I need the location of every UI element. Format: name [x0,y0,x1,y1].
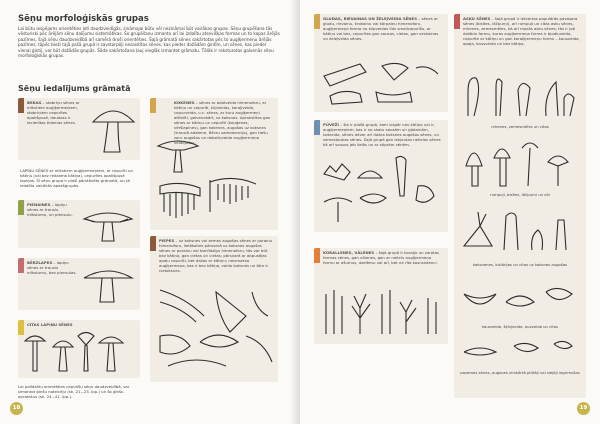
berzlapes-card [18,258,140,310]
caption-wood: koksnenes, kislārijas un citas uz koksnes augošas [472,262,568,267]
tooth-fungus-illustration [156,182,206,224]
caption-truffles: pazemes sēnes, augsnes virskārtā plūtāļi vai slejāji iegrimušas [460,370,580,375]
gludas-text [323,16,443,41]
color-tag [314,248,320,263]
crust-fungi-illustration [320,58,444,108]
pipes-desc: – uz koksnes vai zemes augošas sēnes ar porainu himenoforu, lielākoties pārsvarā uz koksnes augošas sēnes ar porainu vai tamlīdzīgu himenoforu, tās var būt bez kātiņa, gan cietas un cietas; pārsvarā ar abpusējas apaļu cepurīti, bet dažas ar kātiņu; neizmaksa augļķermeņa, kas ir bez kātiņa, veido koksnes un tām ir cietoksnes. [159,238,273,273]
pienaines-card [18,200,140,248]
koralleni-card [314,248,448,344]
milkcap-illustration [80,205,135,245]
bekas-name: BEKAS [27,100,42,105]
color-tag [18,200,24,215]
spine-fungus-illustration [208,176,268,216]
pipes-card [150,236,278,382]
color-tag [454,14,460,29]
bekas-desc: – stobriņu sēnes ar mīkstiem augļķermeņiem, stobriņiem cepurītes apakšpusē, daudzas ir iecienītas ēdamas sēnes. [27,100,80,125]
color-tag [18,258,24,273]
bekas-text [27,100,85,125]
asku-text [463,16,581,46]
koralleni-desc: – šajā grupā ir koraļļu un zarotas formas sēnes, gan vālenes, gan ar nelielu augļķermeņa formu ar ašumus, dzeltenu vai arī, bet ne rīta kosnsistenci. [323,250,440,265]
asku-desc: – šajā grupā ir ietvertas populārās pavasara sēnes (bisītes, lāčpurņi), arī rumpuļi un citas asku sēnes, mīrenes, zemesmēles, kā arī mazās asku sēnes; tās ir ļoti dažādu formu, kuras augļķermeņa forma ir bļodiņveida, cepurīte ar kātiņu un gan koralļķermeņu formu – kausveida, apaļa, kausveida un bez kātiņa. [463,16,580,46]
kokenes-text [174,100,274,145]
gilled-mushrooms-illustration [23,331,135,376]
kokenes-name: KOKENES [174,100,195,105]
pienaines-text [27,202,79,217]
puffball-illustration [320,156,444,226]
intro-paragraph: Lai būtu iespējams orientēties ļoti daudzveidīgās, zināmajai būtu vēl nezināmai būt vairākas grupas. Sēņu grupēšana tās vēsturiski pēc ārējām sēņu dalījumu sistemātikas. Šo grupēšanu izmanto arī lai izdalītu atsevišķas formas un to kopas ārējās pazīmes, šajā sēņu daudzveidībā arī samērā droši orientēties. Šajā grāmatā sēnes sakārtotas pēc to augļķermeņu ārējās pazīmes, tāpēc bieži tajā pašā grupā ir savstarpēji nesaistītas sēnes, kas pieder dažādām ģintīm, un sēnes, kas pieder vienai ģintij, var būt dažādās grupās. Šāda sakārtošana ļauj vieglāk izmantot grāmatu. Tālāk ir raksturotas galvenās sēņu morfoloģiskās grupas. [18,26,280,59]
kokenes-desc: – sēnes ar adatveida himenoforu, ar kātiņu un cepurīti, kūjveidas, koraļļveida, cepurveida, u.c. sēnes, ar kuru augļķermeņi attīstīti, galvenokārt, uz koksnes. Aprakstītas gan sēnes ar kātiņu un cepurīti (koņģenes, vēršlapines), gan kokenes, augošas uz koksnes (trauslā adatene, Bērzu sarkodoncija), gan tiešu zaru augošas un dakstiņveida augļķermeņa veidojošas. [174,100,271,145]
berzlapes-text [27,260,79,275]
color-tag [314,120,320,135]
bolete-illustration [88,102,138,157]
puvezi-card [314,120,448,232]
citas-name: CITAS LAPIŅU SĒNES [27,322,73,327]
asku-card [454,14,586,398]
caption-cups: kausveida, šķīvjveida, ausveida un citas [481,324,559,329]
color-tag [314,14,320,29]
gludas-card [314,14,448,112]
hydnum-illustration [156,140,201,175]
asku-name: ASKU SĒNES [463,16,491,21]
caption-earth-tongues: mīrenes, zemesmēles un citas [491,124,549,129]
page-number-right: 19 [577,402,590,415]
citas-card [18,320,140,378]
truffle-illustration [460,336,580,360]
pienaines-name: PIENAINES [27,202,51,207]
gutter-shadow [290,0,300,424]
puvezi-desc: – šie ir plašā grupā, kam vispār nav kātiņa vai ir, augļķermeņiem, kas ir no skatu sausām un gļotainām, lodveida, sēnes ietver arī dažas koksnes augošas sēnes, un zemestaukas sēnes. Šajā grupā gan iekļautas nelielas sēnes kā arī sausos jeb lielās un ar stiprām sēnēm. [323,122,441,147]
earth-tongue-illustration [460,72,580,118]
polypore-illustration [156,286,276,376]
gludas-name: GLUDAS, RIEVAINAS UN ŽELEJVEIDA SĒNES [323,16,418,21]
morel-illustration [460,138,580,188]
citas-text [27,322,127,327]
color-tag [18,98,24,113]
russula-illustration [80,262,135,307]
color-tag [150,236,156,251]
bekas-card [18,98,140,160]
koralleni-text [323,250,443,265]
lapinu-text: LAPIŅU SĒNES ar mīkstiem augļķermeņiem, ar cepurīti un kātiņu (vai bez redzama kātiņa), cepurītes apakšpusē lapiņas. Šī sēņu grupa ir plaši pārstāvēta grāmatā, un tā iedalīta vairākās apakšgrupās. [20,168,133,188]
gludas-desc: – sēnes ar gludu, rievainu, krokainu vai kārpainu himenoforu, augļķermeņa forma no kilpveidas līdz smailcepurīšu, ar kātiņu vai bez, cepurītes gan sausas, cietas, gan veskainas un želejveida sēnes. [323,16,439,41]
right-page [300,0,600,424]
coral-fungi-illustration [320,288,444,338]
pipes-name: PIEPES [159,238,175,243]
puvezi-text [323,122,443,147]
kokenes-card [150,98,278,230]
berzlapes-name: BĒRZLAPES [27,260,53,265]
page-number-left: 18 [10,402,23,415]
after-paragraph: Lai palīdzētu orientēties cepurīšu sēņu daudzveidībā, var izmantot ģinšu noteicēju (sk. 21.–23. lpp.) un šo ģinšu aprakstus (sk. 24.–41. lpp.). [18,384,130,399]
color-tag [150,98,156,113]
koralleni-name: KORALLENES, VĀLENES [323,250,375,255]
heading-morphological-groups: Sēņu morfoloģiskās grupas [18,14,149,24]
pienaines-desc: – lapiņu sēnes ar trauslu mīkstumu, un piensulu. [27,202,73,217]
caption-morels: rumpuļi, bisītes, lāčpurni un citi [490,192,550,197]
heading-division: Sēņu iedalījums grāmatā [18,84,131,93]
wood-ascomycete-illustration [460,206,580,256]
pipes-text [159,238,274,273]
cup-fungi-illustration [460,280,580,320]
puvezi-name: PŪVEŽI [323,122,339,127]
berzlapes-desc: – lapiņu sēnes ar trauslu mīkstumu, bez piensulas. [27,260,77,275]
